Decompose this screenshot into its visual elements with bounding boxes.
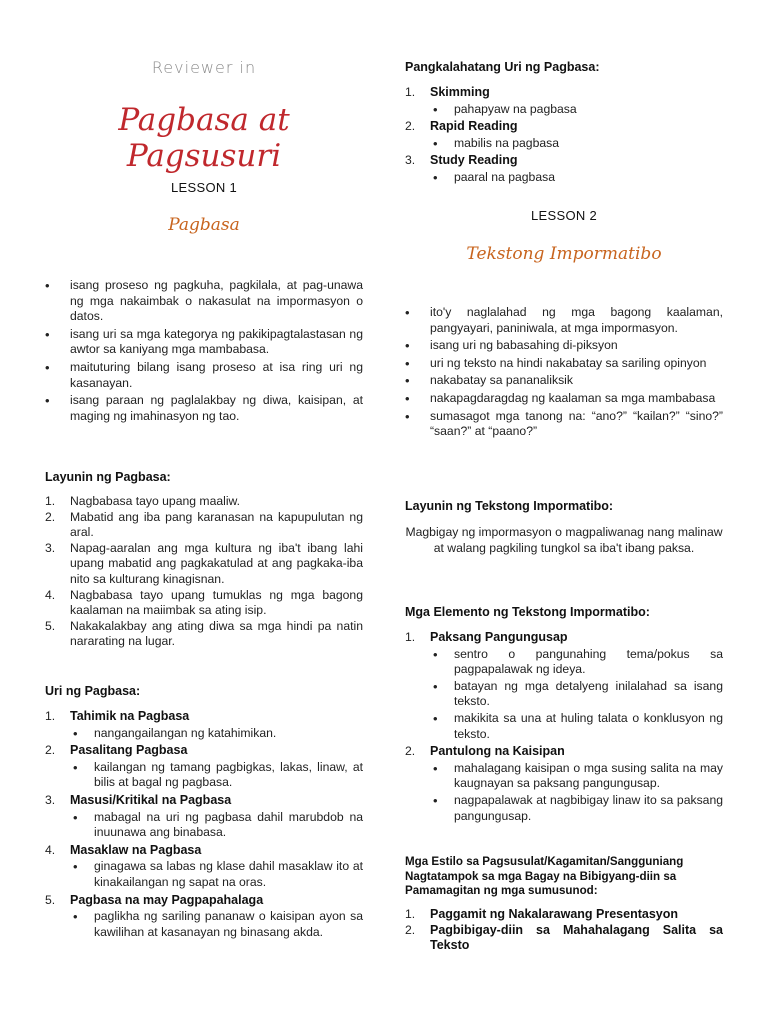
list-item xyxy=(405,119,723,151)
item-heading: Masaklaw na Pagbasa xyxy=(70,842,202,857)
item-heading: Pasalitang Pagbasa xyxy=(70,743,188,758)
item-number: 2. xyxy=(45,509,56,524)
lesson2-title: Tekstong Impormatibo xyxy=(466,244,662,264)
list-item xyxy=(405,923,723,954)
sub-item: • mabagal na uri ng pagbasa dahil marubdob na inuunawa ang binabasa. xyxy=(70,810,363,841)
list-item xyxy=(45,541,363,588)
list-item xyxy=(45,709,363,741)
sub-list xyxy=(70,810,363,841)
list-item: • isang proseso ng pagkuha, pagkilala, at pag-unawa ng mga nakaimbak o nakasulat na impormasyon o datos. xyxy=(45,278,363,325)
list-item xyxy=(45,588,363,619)
item-number: 5. xyxy=(45,892,56,907)
item-heading: Paggamit ng Nakalarawang Presentasyon xyxy=(430,907,679,921)
item-heading: Pantulong na Kaisipan xyxy=(430,744,565,759)
uri-pagbasa-heading: Uri ng Pagbasa: xyxy=(45,684,141,698)
list-item: • isang uri sa mga kategorya ng pakikipagtalastasan ng awtor sa kaniyang mga mambabasa. xyxy=(45,327,363,358)
pagbasa-definition-list xyxy=(45,278,363,426)
list-item: • sumasagot mga tanong na: “ano?” “kailan?” “sino?” “saan?” at “paano?” xyxy=(405,409,723,440)
item-text: Napag-aaralan ang mga kultura ng iba't ibang lahi upang mabatid ang pagkakatulad at ang pagkaka-iba nito sa kulturang kinagisnan. xyxy=(70,540,363,586)
list-item: • nakabatay sa pananaliksik xyxy=(405,373,723,389)
sub-list xyxy=(430,761,723,824)
list-item xyxy=(405,85,723,117)
sub-list xyxy=(430,102,723,118)
elemento-list xyxy=(405,630,723,826)
sub-item: • paglikha ng sariling pananaw o kaisipan ayon sa kawilihan at kasanayan ng binasang akda. xyxy=(70,909,363,940)
sub-item: • kailangan ng tamang pagbigkas, lakas, linaw, at bilis at bagal ng pagbasa. xyxy=(70,760,363,791)
sub-item: • pahapyaw na pagbasa xyxy=(430,102,723,118)
list-item: • isang paraan ng paglalakbay ng diwa, kaisipan, at maging ng imahinasyon ng tao. xyxy=(45,393,363,424)
list-item xyxy=(405,630,723,742)
sub-item: • sentro o pangunahing tema/pokus sa pagpapalawak ng ideya. xyxy=(430,647,723,678)
item-text: Nakakalakbay ang ating diwa sa mga hindi pa natin nararating na lugar. xyxy=(70,618,363,649)
list-item xyxy=(45,494,363,510)
pangkalahatang-list xyxy=(405,85,723,188)
list-item xyxy=(405,907,723,923)
layunin-tekstong-text: Magbigay ng impormasyon o magpaliwanag nang malinaw at walang pagkiling tungkol sa iba't ibang paksa. xyxy=(405,525,723,555)
item-number: 5. xyxy=(45,618,56,633)
list-item xyxy=(45,793,363,841)
layunin-pagbasa-heading: Layunin ng Pagbasa: xyxy=(45,470,171,484)
list-item xyxy=(45,893,363,941)
sub-item: • ginagawa sa labas ng klase dahil masaklaw ito at kinakailangan ng sapat na oras. xyxy=(70,859,363,890)
tekstong-definition-list xyxy=(405,305,723,442)
item-number: 3. xyxy=(45,540,56,555)
item-number: 2. xyxy=(405,744,416,759)
sub-item: • makikita sa una at huling talata o konklusyon ng teksto. xyxy=(430,711,723,742)
item-heading: Tahimik na Pagbasa xyxy=(70,709,190,723)
item-number: 4. xyxy=(45,842,56,857)
item-heading: Rapid Reading xyxy=(430,119,518,134)
sub-item: • batayan ng mga detalyeng inilalahad sa isang teksto. xyxy=(430,679,723,710)
sub-list xyxy=(430,647,723,743)
list-item: • nakapagdaragdag ng kaalaman sa mga mambabasa xyxy=(405,391,723,407)
item-number: 4. xyxy=(45,587,56,602)
sub-item: • mabilis na pagbasa xyxy=(430,136,723,152)
layunin-tekstong-heading: Layunin ng Tekstong Impormatibo: xyxy=(405,499,614,513)
item-number: 3. xyxy=(45,792,56,807)
list-item: • isang uri ng babasahing di-piksyon xyxy=(405,338,723,354)
uri-pagbasa-list xyxy=(45,709,363,942)
item-number: 1. xyxy=(405,85,416,99)
item-number: 1. xyxy=(45,494,56,508)
layunin-pagbasa-list xyxy=(45,494,363,650)
item-number: 2. xyxy=(45,743,56,758)
list-item xyxy=(45,619,363,650)
lesson2-label: LESSON 2 xyxy=(531,208,597,223)
sub-item: • nangangailangan ng katahimikan. xyxy=(70,726,363,742)
sub-list xyxy=(70,726,363,742)
sub-list xyxy=(70,909,363,940)
estilo-heading: Mga Estilo sa Pagsusulat/Kagamitan/Sangguniang Nagtatampok sa mga Bagay na Bibigyang-diin sa Pamamagitan ng mga sumusunod: xyxy=(405,855,684,898)
sub-list xyxy=(430,170,723,186)
item-heading: Paksang Pangungusap xyxy=(430,630,568,644)
lesson1-label: LESSON 1 xyxy=(171,180,237,195)
sub-item: • mahalagang kaisipan o mga susing salita na may kaugnayan sa paksang pangungusap. xyxy=(430,761,723,792)
reviewer-subtitle: Reviewer in xyxy=(151,58,257,77)
item-heading: Pagbibigay-diin sa Mahahalagang Salita sa Teksto xyxy=(430,922,723,953)
item-heading: Masusi/Kritikal na Pagbasa xyxy=(70,792,232,807)
item-number: 3. xyxy=(405,153,416,168)
lesson1-title: Pagbasa xyxy=(168,215,240,235)
list-item: • maituturing bilang isang proseso at isa ring uri ng kasanayan. xyxy=(45,360,363,391)
sub-list xyxy=(70,760,363,791)
item-text: Mabatid ang iba pang karanasan na kapupulutan ng aral. xyxy=(70,509,363,540)
list-item xyxy=(45,843,363,891)
item-text: Nagbabasa tayo upang tumuklas ng mga bagong kaalaman na maiimbak sa ating isip. xyxy=(70,587,363,618)
item-number: 1. xyxy=(405,630,416,644)
item-heading: Study Reading xyxy=(430,153,518,168)
pangkalahatang-heading: Pangkalahatang Uri ng Pagbasa: xyxy=(405,60,600,74)
item-heading: Skimming xyxy=(430,85,490,99)
item-heading: Pagbasa na may Pagpapahalaga xyxy=(70,892,264,907)
item-number: 1. xyxy=(45,709,56,723)
list-item xyxy=(45,743,363,791)
list-item xyxy=(405,153,723,185)
item-number: 2. xyxy=(405,119,416,134)
document-title: Pagbasa at Pagsusuri xyxy=(118,102,290,174)
list-item xyxy=(405,744,723,824)
elemento-heading: Mga Elemento ng Tekstong Impormatibo: xyxy=(405,605,650,619)
list-item: • uri ng teksto na hindi nakabatay sa sariling opinyon xyxy=(405,356,723,372)
item-text: Nagbabasa tayo upang maaliw. xyxy=(70,494,241,508)
item-number: 1. xyxy=(405,907,416,921)
sub-item: • nagpapalawak at nagbibigay linaw ito sa paksang pangungusap. xyxy=(430,793,723,824)
list-item xyxy=(45,510,363,541)
sub-list xyxy=(430,136,723,152)
item-number: 2. xyxy=(405,922,416,937)
list-item: • ito'y naglalahad ng mga bagong kaalaman, pangyayari, paniniwala, at mga impormasyon. xyxy=(405,305,723,336)
sub-item: • paaral na pagbasa xyxy=(430,170,723,186)
sub-list xyxy=(70,859,363,890)
estilo-list xyxy=(405,907,723,954)
